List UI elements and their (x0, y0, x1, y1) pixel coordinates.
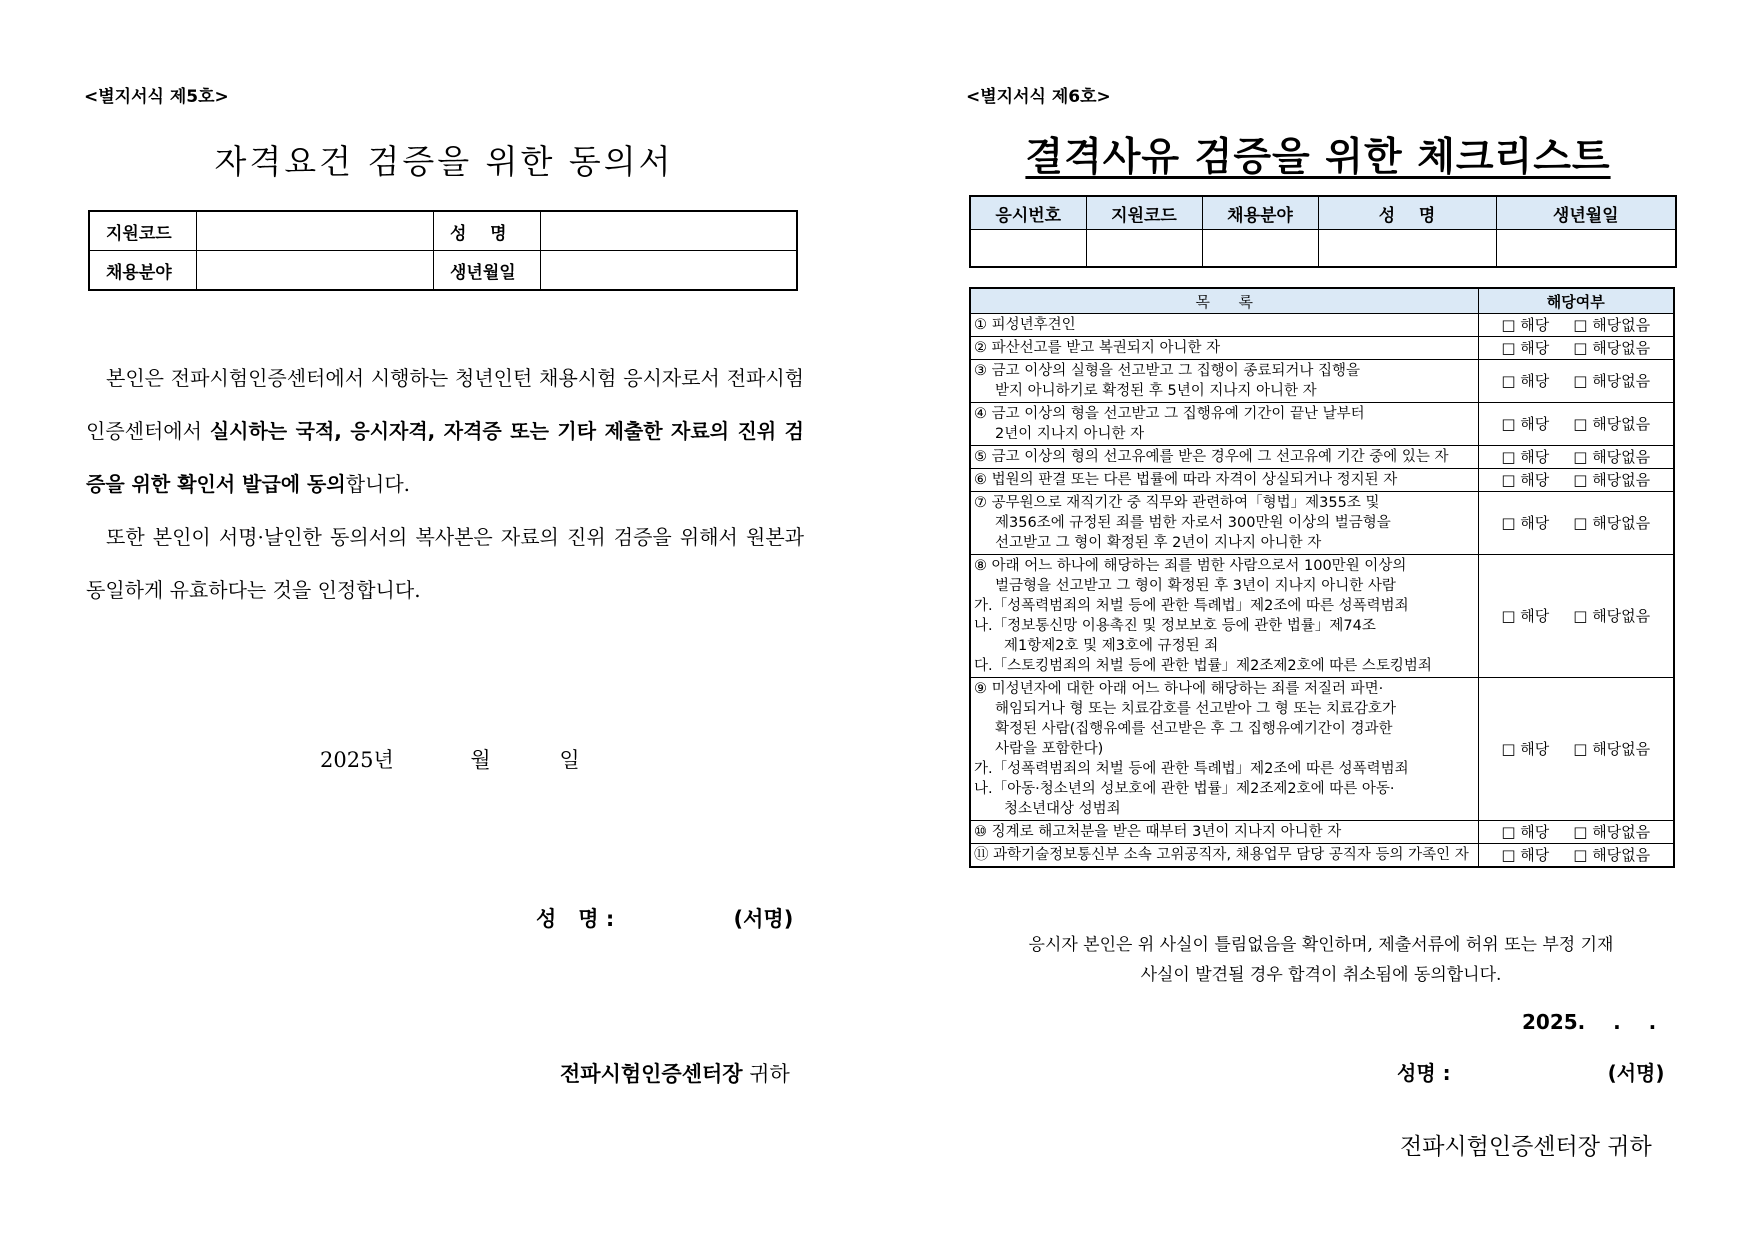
option-not-applicable-checkbox[interactable]: □ 해당없음 (1573, 514, 1651, 532)
checklist-confirmation-note (970, 930, 1672, 990)
option-applicable-checkbox[interactable]: □ 해당 (1501, 823, 1550, 841)
applicable-options (1478, 844, 1674, 868)
checklist-title: 결격사유 검증을 위한 체크리스트 (1025, 135, 1611, 180)
checklist-item-text (970, 492, 1478, 555)
applicable-options (1478, 555, 1674, 678)
checklist-item-text (970, 446, 1478, 469)
header-birthdate: 생년월일 (1496, 196, 1676, 230)
checklist-row (970, 403, 1674, 446)
item-subclause: 제1항제2호 및 제3호에 규정된 죄 (1004, 638, 1219, 654)
item-subclause: 나.「아동·청소년의 성보호에 관한 법률」제2조제2호에 따른 아동· (974, 781, 1395, 797)
checklist-row (970, 844, 1674, 868)
checklist-signature[interactable] (1397, 1057, 1665, 1086)
item-line: 선고받고 그 형이 확정된 후 2년이 지나지 아니한 자 (995, 535, 1322, 551)
option-applicable-checkbox[interactable]: □ 해당 (1501, 415, 1550, 433)
item-line: ② 파산선고를 받고 복권되지 아니한 자 (974, 340, 1221, 356)
checklist-row (970, 678, 1674, 821)
option-not-applicable-checkbox[interactable]: □ 해당없음 (1573, 339, 1651, 357)
option-applicable-checkbox[interactable]: □ 해당 (1501, 372, 1550, 390)
applicable-options (1478, 469, 1674, 492)
applicable-options (1478, 446, 1674, 469)
item-line: ⑥ 법원의 판결 또는 다른 법률에 따라 자격이 상실되거나 정지된 자 (974, 472, 1398, 488)
applicable-options (1478, 360, 1674, 403)
header-support-code: 지원코드 (1086, 196, 1202, 230)
option-applicable-checkbox[interactable]: □ 해당 (1501, 316, 1550, 334)
checklist-info-table (969, 195, 1677, 268)
item-line: ④ 금고 이상의 형을 선고받고 그 집행유예 기간이 끝난 날부터 (974, 406, 1365, 422)
signature-mark: (서명) (733, 907, 794, 931)
option-applicable-checkbox[interactable]: □ 해당 (1501, 339, 1550, 357)
addressee-suffix: 귀하 (749, 1062, 790, 1086)
applicable-options (1478, 337, 1674, 360)
field-recruit-field[interactable] (197, 251, 434, 291)
consent-addressee (560, 1058, 790, 1088)
option-not-applicable-checkbox[interactable]: □ 해당없음 (1573, 823, 1651, 841)
checklist-row (970, 446, 1674, 469)
addressee-org: 전파시험인증센터장 (560, 1062, 743, 1086)
item-line: ⑩ 징계로 해고처분을 받은 때부터 3년이 지나지 아니한 자 (974, 824, 1342, 840)
checklist-item-text (970, 844, 1478, 868)
item-line: 2년이 지나지 아니한 자 (995, 426, 1145, 442)
item-subclause: 다.「스토킹범죄의 처벌 등에 관한 법률」제2조제2호에 따른 스토킹범죄 (974, 658, 1432, 674)
consent-text-bold: 실시하는 국적, 응시자격, 자격증 또는 기타 제출한 자료의 진위 검증을 위한 확인서 발급에 동의 (86, 419, 805, 496)
field-name[interactable] (1318, 230, 1496, 268)
checklist-item-text (970, 821, 1478, 844)
checklist-item-text (970, 678, 1478, 821)
checklist-item-text (970, 469, 1478, 492)
item-line: ⑤ 금고 이상의 형의 선고유예를 받은 경우에 그 선고유예 기간 중에 있는 자 (974, 449, 1449, 465)
field-exam-number[interactable] (970, 230, 1086, 268)
header-name: 성 명 (1318, 196, 1496, 230)
header-recruit-field: 채용분야 (1202, 196, 1318, 230)
label-recruit-field: 채용분야 (89, 251, 197, 291)
checklist-row (970, 821, 1674, 844)
date-month: 월 (470, 748, 491, 772)
checklist-date: 2025. . . (1522, 1010, 1657, 1034)
item-line: ⑨ 미성년자에 대한 아래 어느 하나에 해당하는 죄를 저질러 파면· (974, 681, 1384, 697)
field-support-code[interactable] (197, 211, 434, 251)
signature-mark: (서명) (1607, 1061, 1665, 1085)
checklist-item-text (970, 403, 1478, 446)
item-line: 받지 아니하기로 확정된 후 5년이 지나지 아니한 자 (995, 383, 1317, 399)
signature-label: 성명 : (1397, 1061, 1451, 1085)
form-number-6: <별지서식 제6호> (966, 87, 1111, 107)
checklist-row (970, 360, 1674, 403)
option-not-applicable-checkbox[interactable]: □ 해당없음 (1573, 415, 1651, 433)
field-support-code[interactable] (1086, 230, 1202, 268)
item-line: ⑪ 과학기술정보통신부 소속 고위공직자, 채용업무 담당 공직자 등의 가족인 자 (974, 847, 1469, 863)
consent-form-title: 자격요건 검증을 위한 동의서 (214, 142, 674, 181)
item-line: 확정된 사람(집행유예를 선고받은 후 그 집행유예기간이 경과한 (995, 721, 1393, 737)
checklist-row (970, 469, 1674, 492)
consent-signature[interactable] (536, 903, 793, 933)
item-line: 해임되거나 형 또는 치료감호를 선고받아 그 형 또는 치료감호가 (995, 701, 1397, 717)
option-not-applicable-checkbox[interactable]: □ 해당없음 (1573, 471, 1651, 489)
checklist-addressee: 전파시험인증센터장 귀하 (1400, 1134, 1652, 1160)
header-items: 목 록 (970, 288, 1478, 314)
item-line: ⑧ 아래 어느 하나에 해당하는 죄를 범한 사람으로서 100만원 이상의 (974, 558, 1407, 574)
item-subclause: 나.「정보통신망 이용촉진 및 정보보호 등에 관한 법률」제74조 (974, 618, 1376, 634)
applicable-options (1478, 492, 1674, 555)
item-subclause: 청소년대상 성범죄 (1004, 801, 1121, 817)
applicant-info-table (88, 210, 798, 291)
option-not-applicable-checkbox[interactable]: □ 해당없음 (1573, 846, 1651, 864)
field-recruit-field[interactable] (1202, 230, 1318, 268)
consent-body (86, 352, 804, 617)
option-applicable-checkbox[interactable]: □ 해당 (1501, 846, 1550, 864)
signature-label: 성 명 : (536, 907, 615, 931)
field-birthdate[interactable] (541, 251, 798, 291)
item-subclause: 가.「성폭력범죄의 처벌 등에 관한 특례법」제2조에 따른 성폭력범죄 (974, 761, 1409, 777)
checklist-row (970, 337, 1674, 360)
checklist-row (970, 555, 1674, 678)
item-line: ① 피성년후견인 (974, 317, 1076, 333)
item-line: 벌금형을 선고받고 그 형이 확정된 후 3년이 지나지 아니한 사람 (995, 578, 1396, 594)
checklist-row (970, 492, 1674, 555)
option-not-applicable-checkbox[interactable]: □ 해당없음 (1573, 607, 1651, 625)
item-subclause: 가.「성폭력범죄의 처벌 등에 관한 특례법」제2조에 따른 성폭력범죄 (974, 598, 1409, 614)
date-year: 2025년 (320, 748, 394, 772)
checklist-item-text (970, 360, 1478, 403)
item-line: 제356조에 규정된 죄를 범한 자로서 300만원 이상의 벌금형을 (995, 515, 1391, 531)
header-exam-number: 응시번호 (970, 196, 1086, 230)
option-applicable-checkbox[interactable]: □ 해당 (1501, 471, 1550, 489)
header-applicable: 해당여부 (1478, 288, 1674, 314)
note-line: 응시자 본인은 위 사실이 틀림없음을 확인하며, 제출서류에 허위 또는 부정 기재 (1028, 935, 1614, 955)
option-applicable-checkbox[interactable]: □ 해당 (1501, 514, 1550, 532)
note-line: 사실이 발견될 경우 합격이 취소됨에 동의합니다. (1140, 965, 1502, 985)
label-support-code: 지원코드 (89, 211, 197, 251)
option-applicable-checkbox[interactable]: □ 해당 (1501, 740, 1550, 758)
label-name: 성 명 (434, 211, 541, 251)
checklist-item-text (970, 314, 1478, 337)
form-number-5: <별지서식 제5호> (84, 87, 229, 107)
consent-date (320, 744, 580, 774)
checklist-row (970, 314, 1674, 337)
disqualification-checklist (969, 287, 1675, 868)
option-not-applicable-checkbox[interactable]: □ 해당없음 (1573, 740, 1651, 758)
option-applicable-checkbox[interactable]: □ 해당 (1501, 448, 1550, 466)
checklist-item-text (970, 337, 1478, 360)
consent-paragraph-1 (86, 352, 804, 511)
applicable-options (1478, 314, 1674, 337)
consent-paragraph-2: 또한 본인이 서명·날인한 동의서의 복사본은 자료의 진위 검증을 위해서 원본과 동일하게 유효하다는 것을 인정합니다. (86, 525, 804, 602)
option-not-applicable-checkbox[interactable]: □ 해당없음 (1573, 372, 1651, 390)
consent-text-a: 본인은 전파시험인증센터에서 시행하는 청년인턴 채용시험 응시자로서 전파시험인증센터에서 (86, 366, 804, 443)
item-line: ⑦ 공무원으로 재직기간 중 직무와 관련하여「형법」제355조 및 (974, 495, 1380, 511)
option-applicable-checkbox[interactable]: □ 해당 (1501, 607, 1550, 625)
applicable-options (1478, 403, 1674, 446)
item-line: 사람을 포함한다) (995, 741, 1104, 757)
label-birthdate: 생년월일 (434, 251, 541, 291)
applicable-options (1478, 678, 1674, 821)
consent-text-c: 합니다. (345, 472, 411, 496)
field-birthdate[interactable] (1496, 230, 1676, 268)
date-day: 일 (559, 748, 580, 772)
checklist-item-text (970, 555, 1478, 678)
item-line: ③ 금고 이상의 실형을 선고받고 그 집행이 종료되거나 집행을 (974, 363, 1361, 379)
option-not-applicable-checkbox[interactable]: □ 해당없음 (1573, 316, 1651, 334)
option-not-applicable-checkbox[interactable]: □ 해당없음 (1573, 448, 1651, 466)
applicable-options (1478, 821, 1674, 844)
field-name[interactable] (541, 211, 798, 251)
